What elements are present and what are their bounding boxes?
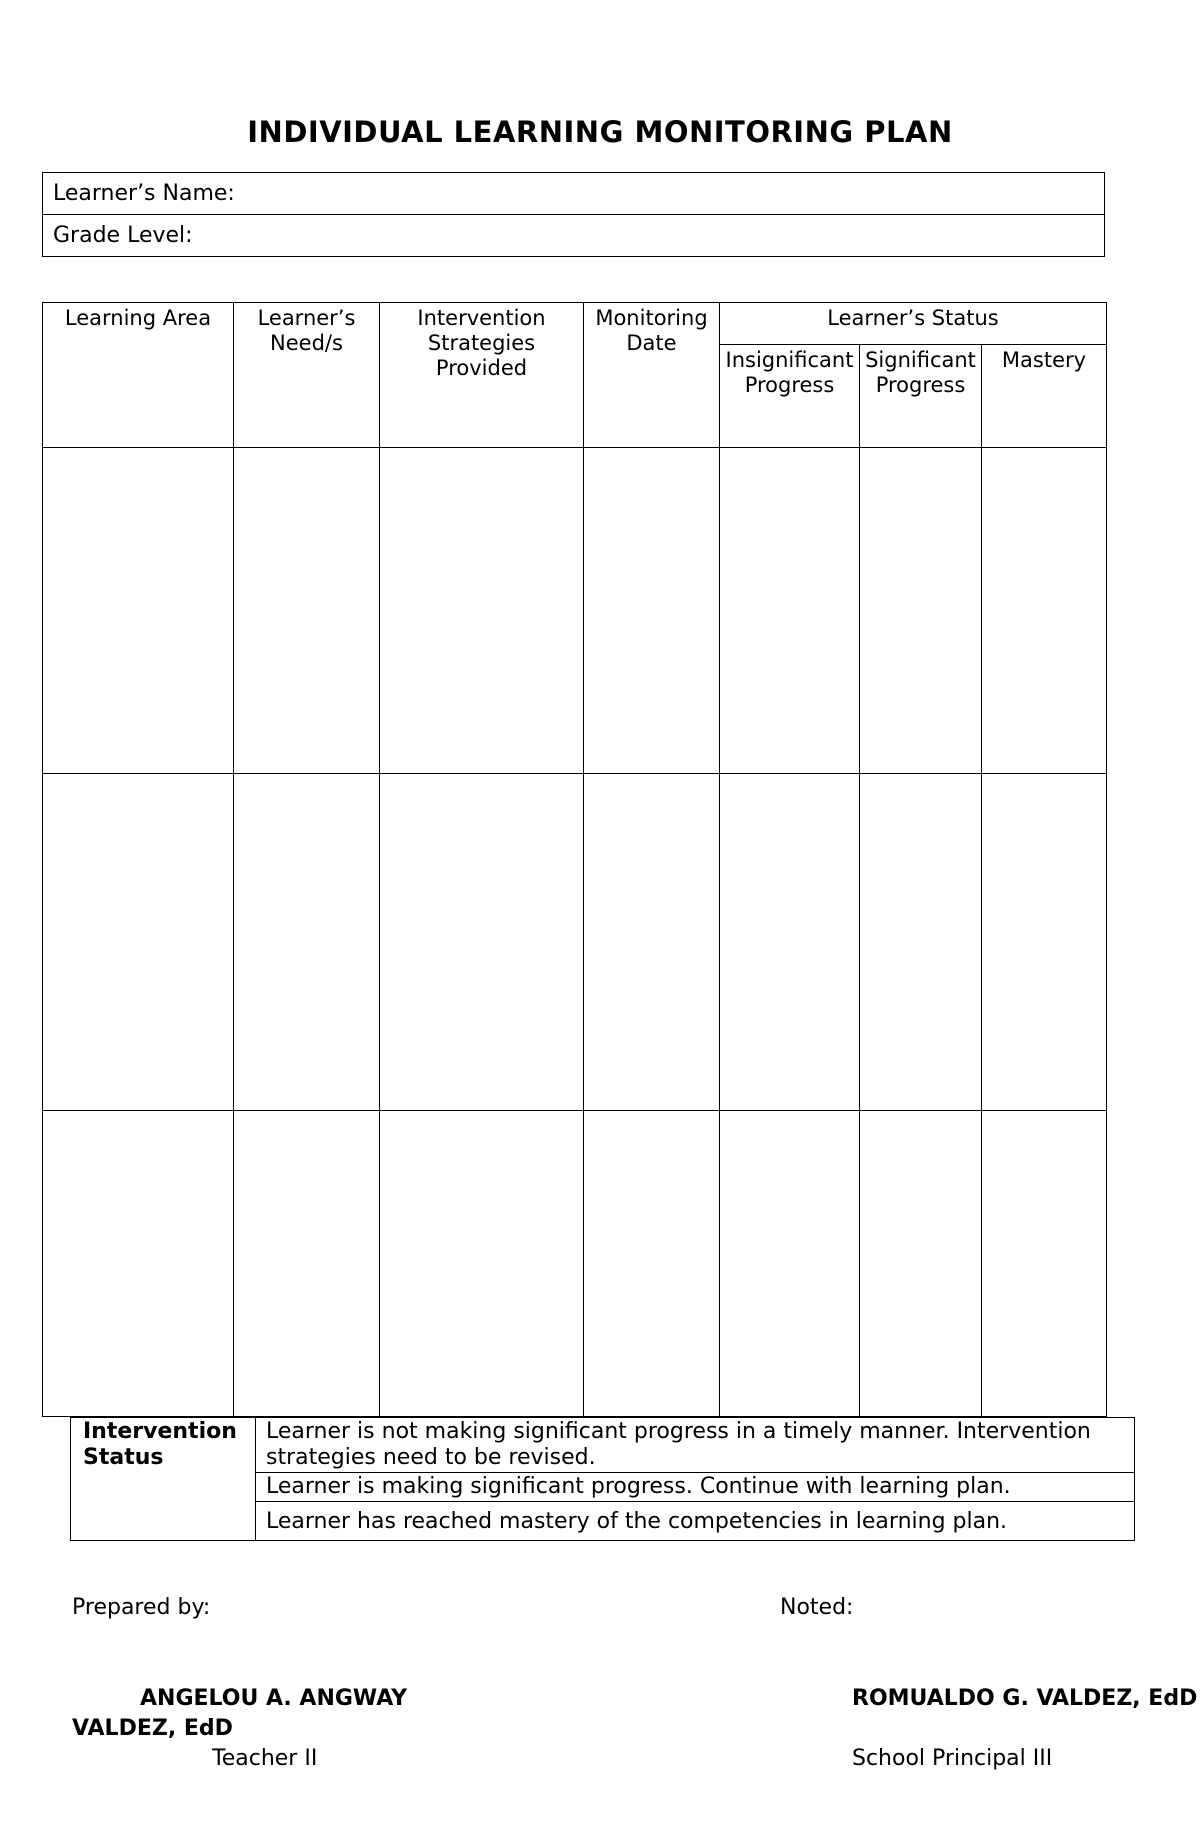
intervention-status-label: Intervention Status	[71, 1418, 256, 1541]
table-row	[43, 1110, 1107, 1416]
cell-needs[interactable]	[234, 447, 380, 773]
header-significant-progress: Significant Progress	[860, 345, 982, 447]
status-item-revise: Learner is not making significant progress in a timely manner. Intervention strategies need to be revised.	[256, 1418, 1135, 1473]
noter-name: ROMUALDO G. VALDEZ, EdD	[852, 1686, 1198, 1711]
cell-strategies[interactable]	[380, 774, 584, 1111]
cell-significant[interactable]	[860, 1110, 982, 1416]
noter-name-tail: VALDEZ, EdD	[72, 1716, 233, 1741]
cell-needs[interactable]	[234, 774, 380, 1111]
header-learners-status: Learner’s Status	[720, 303, 1107, 345]
cell-needs[interactable]	[234, 1110, 380, 1416]
cell-learning-area[interactable]	[43, 1110, 234, 1416]
cell-insignificant[interactable]	[720, 774, 860, 1111]
table-row	[43, 774, 1107, 1111]
header-mastery: Mastery	[982, 345, 1107, 447]
cell-insignificant[interactable]	[720, 447, 860, 773]
cell-strategies[interactable]	[380, 447, 584, 773]
learner-info-table	[42, 172, 1105, 257]
cell-monitoring-date[interactable]	[584, 447, 720, 773]
header-insignificant-progress: Insignificant Progress	[720, 345, 860, 447]
cell-significant[interactable]	[860, 774, 982, 1111]
document-title: INDIVIDUAL LEARNING MONITORING PLAN	[247, 115, 953, 149]
header-intervention-strategies: Intervention Strategies Provided	[380, 303, 584, 448]
cell-mastery[interactable]	[982, 774, 1107, 1111]
status-item-continue: Learner is making significant progress. Continue with learning plan.	[256, 1473, 1135, 1502]
cell-monitoring-date[interactable]	[584, 774, 720, 1111]
cell-strategies[interactable]	[380, 1110, 584, 1416]
status-item-mastery: Learner has reached mastery of the competencies in learning plan.	[256, 1502, 1135, 1541]
cell-learning-area[interactable]	[43, 447, 234, 773]
monitoring-plan-table	[42, 302, 1107, 1417]
learner-name-label: Learner’s Name:	[43, 173, 1105, 215]
cell-significant[interactable]	[860, 447, 982, 773]
noter-name-overflow	[72, 1716, 872, 1746]
cell-monitoring-date[interactable]	[584, 1110, 720, 1416]
cell-insignificant[interactable]	[720, 1110, 860, 1416]
cell-mastery[interactable]	[982, 447, 1107, 773]
noted-label: Noted:	[780, 1595, 854, 1620]
header-learners-needs: Learner’s Need/s	[234, 303, 380, 448]
intervention-status-table	[70, 1417, 1135, 1541]
noter-position: School Principal III	[852, 1746, 1053, 1771]
cell-mastery[interactable]	[982, 1110, 1107, 1416]
grade-level-label: Grade Level:	[43, 215, 1105, 257]
cell-learning-area[interactable]	[43, 774, 234, 1111]
preparer-name: ANGELOU A. ANGWAY	[140, 1686, 408, 1711]
prepared-by-label: Prepared by:	[72, 1595, 211, 1620]
header-learning-area: Learning Area	[43, 303, 234, 448]
header-monitoring-date: Monitoring Date	[584, 303, 720, 448]
preparer-position: Teacher II	[212, 1746, 318, 1771]
table-row	[43, 447, 1107, 773]
